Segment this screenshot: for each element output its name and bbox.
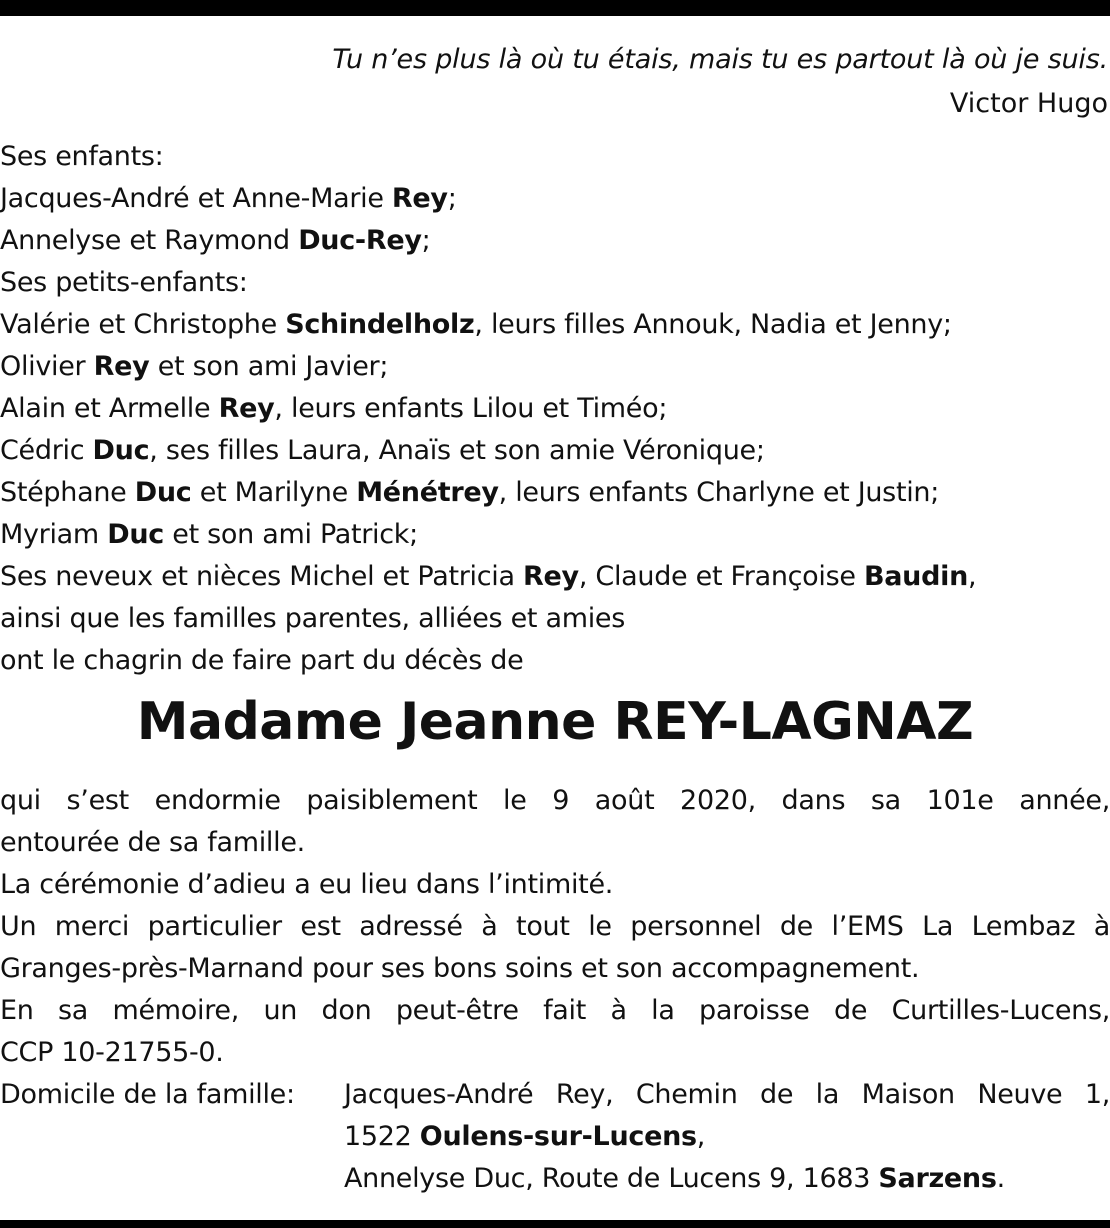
- family-line-text: , leurs enfants Charlyne et Justin;: [498, 477, 940, 508]
- domicile-address-line: Jacques-André Rey, Chemin de la Maison Neuve 1,: [344, 1079, 1110, 1110]
- family-line-text: Jacques-André et Anne-Marie: [0, 183, 392, 214]
- family-line-text: , leurs filles Annouk, Nadia et Jenny;: [474, 309, 952, 340]
- family-surname: Duc: [107, 519, 164, 550]
- announcement-line: ont le chagrin de faire part du décès de: [0, 645, 524, 676]
- top-border-rule: [0, 0, 1110, 16]
- family-line-text: Myriam: [0, 519, 108, 550]
- body-line: qui s’est endormie paisiblement le 9 août 2020, dans sa 101e année,: [0, 785, 1110, 816]
- family-line: [0, 514, 1110, 556]
- family-line-text: , Claude et Françoise: [578, 561, 864, 592]
- domicile-address-text: ,: [696, 1121, 706, 1152]
- domicile-address-text: 1522: [344, 1121, 420, 1152]
- family-line: [0, 220, 1110, 262]
- family-line: [0, 556, 1110, 598]
- family-line-text: Ses neveux et nièces Michel et Patricia: [0, 561, 524, 592]
- families-line: ainsi que les familles parentes, alliées et amies: [0, 603, 626, 634]
- domicile-city: Sarzens: [878, 1163, 997, 1194]
- family-line-text: , leurs enfants Lilou et Timéo;: [274, 393, 668, 424]
- family-line-text: ;: [447, 183, 457, 214]
- body-line: Un merci particulier est adressé à tout le personnel de l’EMS La Lembaz à: [0, 911, 1110, 942]
- domicile-address-line: [344, 1158, 1110, 1200]
- family-line: [0, 304, 1110, 346]
- epigraph-quote: Tu n’es plus là où tu étais, mais tu es partout là où je suis.: [332, 44, 1108, 75]
- family-line: [0, 388, 1110, 430]
- family-line-text: et Marilyne: [191, 477, 357, 508]
- family-surname: Rey: [93, 351, 150, 382]
- family-surname: Rey: [218, 393, 275, 424]
- family-line-text: , ses filles Laura, Anaïs et son amie Véronique;: [149, 435, 765, 466]
- body-line: En sa mémoire, un don peut-être fait à la paroisse de Curtilles-Lucens,: [0, 995, 1110, 1026]
- family-line-text: et son ami Javier;: [149, 351, 389, 382]
- grandchildren-heading: Ses petits-enfants:: [0, 267, 248, 298]
- epigraph: [2, 38, 1108, 126]
- family-domicile: [0, 1074, 1110, 1200]
- notice-body: [0, 780, 1110, 1200]
- family-line: [0, 472, 1110, 514]
- domicile-label: Domicile de la famille:: [0, 1079, 295, 1110]
- body-line: CCP 10-21755-0.: [0, 1037, 224, 1068]
- family-line-text: Alain et Armelle: [0, 393, 219, 424]
- family-line-text: ,: [968, 561, 977, 592]
- children-heading: Ses enfants:: [0, 141, 164, 172]
- body-line: La cérémonie d’adieu a eu lieu dans l’intimité.: [0, 869, 614, 900]
- family-surname: Rey: [391, 183, 448, 214]
- family-surname: Schindelholz: [285, 309, 475, 340]
- domicile-address-text: .: [996, 1163, 1005, 1194]
- body-line: entourée de sa famille.: [0, 827, 305, 858]
- deceased-name: Madame Jeanne REY-LAGNAZ: [136, 692, 974, 752]
- family-line: [0, 346, 1110, 388]
- family-line-text: Valérie et Christophe: [0, 309, 286, 340]
- family-surname: Duc: [92, 435, 150, 466]
- body-line: Granges-près-Marnand pour ses bons soins et son accompagnement.: [0, 953, 920, 984]
- family-line-text: Olivier: [0, 351, 94, 382]
- family-line-text: et son ami Patrick;: [163, 519, 418, 550]
- family-surname: Duc-Rey: [298, 225, 422, 256]
- family-line-text: Stéphane: [0, 477, 135, 508]
- family-line: [0, 430, 1110, 472]
- family-surname: Baudin: [863, 561, 968, 592]
- family-surname: Duc: [134, 477, 192, 508]
- family-surname: Rey: [523, 561, 579, 592]
- family-list: [0, 136, 1110, 682]
- domicile-city: Oulens-sur-Lucens: [419, 1121, 697, 1152]
- epigraph-author: Victor Hugo: [949, 88, 1108, 119]
- family-line: [0, 178, 1110, 220]
- bottom-border-rule: [0, 1220, 1110, 1228]
- family-line-text: Annelyse et Raymond: [0, 225, 299, 256]
- domicile-address-line: [344, 1116, 1110, 1158]
- domicile-addresses: [344, 1074, 1110, 1200]
- family-line-text: Cédric: [0, 435, 93, 466]
- family-line-text: ;: [421, 225, 431, 256]
- family-surname: Ménétrey: [356, 477, 499, 508]
- domicile-address-text: Annelyse Duc, Route de Lucens 9, 1683: [344, 1163, 879, 1194]
